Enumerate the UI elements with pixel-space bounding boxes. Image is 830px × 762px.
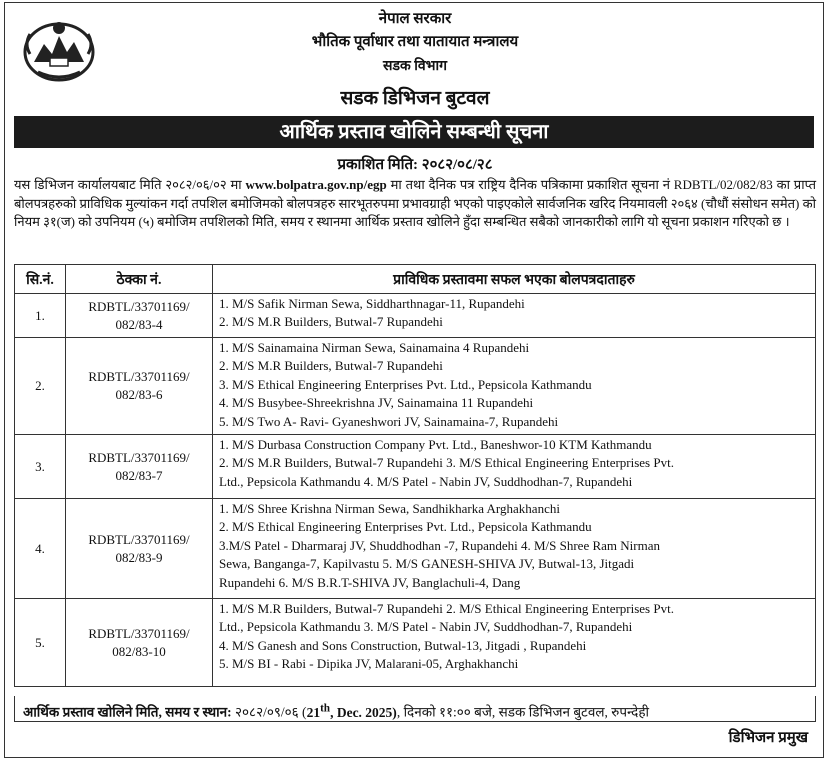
- bidder-line: Ltd., Pepsicola Kathmandu 4. M/S Patel - Nabin JV, Suddhodhan-7, Rupandehi: [219, 473, 633, 489]
- row-contract-no: [66, 499, 213, 599]
- bidder-line: 1. M/S Durbasa Construction Company Pvt. Ltd., Baneshwor-10 KTM Kathmandu: [219, 437, 652, 452]
- bidder-line: 1. M/S M.R Builders, Butwal-7 Rupandehi 2. M/S Ethical Engineering Enterprises Pvt.: [219, 601, 674, 616]
- bidder-line: 3.M/S Patel - Dharmaraj JV, Shuddhodhan -7, Rupandehi 4. M/S Shree Ram Nirman: [219, 537, 660, 553]
- bidders-table: [14, 264, 816, 687]
- table-row: [15, 435, 816, 499]
- intro-part2: मा तथा दैनिक पत्र राष्ट्रिय दैनिक पत्रिकामा प्रकाशित सूचना नं RDBTL/02/082/83 का प्राप्त बोलपत्रहरुको प्राविधिक मुल्यांकन गर्दा तपशिल बमोजिमको बोलपत्रहरु सारभूतरुपमा प्रभावग्राही भएको पाइएकोले सार्वजनिक खरिद नियमावली २०६४ (चौधौं संसोधन समेत) को नियम ३१(ज) को उपनियम (५) बमोजिम तपशिलको मिति, समय र स्थानमा आर्थिक प्रस्ताव खोलिने हुँदा सम्बन्धित सबैको जानकारीको लागि यो सूचना प्रकाशन गरिएको छ ।: [14, 177, 816, 229]
- row-serial: 5.: [15, 599, 66, 687]
- contract-line: RDBTL/33701169/: [88, 369, 190, 384]
- opening-date-en: , Dec. 2025): [330, 704, 397, 720]
- bidder-line: 3. M/S Ethical Engineering Enterprises Pvt. Ltd., Pepsicola Kathmandu: [219, 376, 592, 392]
- bidder-line: Sewa, Banganga-7, Kapilvastu 5. M/S GANESH-SHIVA JV, Butwal-13, Jitgadi: [219, 556, 635, 572]
- bidder-line: 5. M/S BI - Rabi - Dipika JV, Malarani-05, Arghakhanchi: [219, 656, 519, 672]
- header-bidders: प्राविधिक प्रस्तावमा सफल भएका बोलपत्रदाताहरु: [213, 265, 816, 294]
- table-row: [15, 338, 816, 435]
- row-serial: 2.: [15, 338, 66, 435]
- contract-line: 082/83-4: [115, 316, 163, 332]
- contract-line: RDBTL/33701169/: [88, 449, 190, 465]
- row-serial: 4.: [15, 499, 66, 599]
- bidder-line: 5. M/S Two A- Ravi- Gyaneshwori JV, Sainamaina-7, Rupandehi: [219, 413, 559, 429]
- ministry-name: भौतिक पूर्वाधार तथा यातायात मन्त्रालय: [311, 34, 519, 50]
- row-contract-no: [66, 294, 213, 338]
- opening-label: आर्थिक प्रस्ताव खोलिने मिति, समय र स्थान:: [23, 704, 232, 720]
- bidder-line: Rupandehi 6. M/S B.R.T-SHIVA JV, Banglachuli-4, Dang: [219, 574, 521, 590]
- row-bidders: [213, 499, 816, 599]
- header-serial: सि.नं.: [15, 265, 66, 294]
- row-bidders: [213, 338, 816, 435]
- opening-details: [14, 696, 816, 722]
- contract-line: 082/83-10: [112, 643, 166, 659]
- row-serial: 3.: [15, 435, 66, 499]
- published-date: प्रकाशित मिति: २०८२/०८/२८: [337, 157, 493, 173]
- opening-date-np: २०८२/०९/०६ (: [231, 704, 307, 720]
- row-bidders: [213, 294, 816, 338]
- intro-paragraph: [14, 176, 816, 232]
- opening-date-day: 21: [306, 704, 321, 720]
- opening-date-sup: th: [320, 702, 331, 714]
- bidder-line: 1. M/S Sainamaina Nirman Sewa, Sainamaina 4 Rupandehi: [219, 340, 530, 355]
- row-bidders: [213, 599, 816, 687]
- bidder-line: 2. M/S Ethical Engineering Enterprises Pvt. Ltd., Pepsicola Kathmandu: [219, 519, 592, 535]
- contract-line: 082/83-9: [115, 549, 163, 565]
- row-contract-no: [66, 435, 213, 499]
- row-bidders: [213, 435, 816, 499]
- header-contract-no: ठेक्का नं.: [66, 265, 213, 294]
- bidder-line: 1. M/S Safik Nirman Sewa, Siddharthnagar-11, Rupandehi: [219, 296, 525, 311]
- row-serial: 1.: [15, 294, 66, 338]
- contract-line: RDBTL/33701169/: [88, 298, 190, 314]
- bidder-line: 2. M/S M.R Builders, Butwal-7 Rupandehi: [219, 358, 443, 374]
- contract-line: RDBTL/33701169/: [88, 531, 190, 547]
- bidder-line: 2. M/S M.R Builders, Butwal-7 Rupandehi 3. M/S Ethical Engineering Enterprises Pvt.: [219, 455, 674, 471]
- website-link[interactable]: www.bolpatra.gov.np/egp: [245, 177, 387, 192]
- table-row: [15, 599, 816, 687]
- opening-rest: , दिनको ११:०० बजे, सडक डिभिजन बुटवल, रुपन्देही: [396, 704, 649, 720]
- division-name: सडक डिभिजन बुटवल: [340, 88, 490, 109]
- table-row: [15, 499, 816, 599]
- table-row: [15, 294, 816, 338]
- signature-title: डिभिजन प्रमुख: [728, 730, 808, 746]
- row-contract-no: [66, 338, 213, 435]
- contract-line: 082/83-6: [115, 387, 163, 402]
- bidder-line: Ltd., Pepsicola Kathmandu 3. M/S Patel - Nabin JV, Suddhodhan-7, Rupandehi: [219, 619, 633, 635]
- table-header-row: [15, 265, 816, 294]
- contract-line: RDBTL/33701169/: [88, 625, 190, 641]
- notice-title: आर्थिक प्रस्ताव खोलिने सम्बन्धी सूचना: [14, 116, 814, 148]
- department-name: सडक विभाग: [383, 59, 447, 74]
- bidder-line: 2. M/S M.R Builders, Butwal-7 Rupandehi: [219, 314, 443, 330]
- bidder-line: 1. M/S Shree Krishna Nirman Sewa, Sandhikharka Arghakhanchi: [219, 501, 560, 516]
- intro-part1: यस डिभिजन कार्यालयबाट मिति २०८२/०६/०२ मा: [14, 177, 246, 192]
- row-contract-no: [66, 599, 213, 687]
- bidder-line: 4. M/S Ganesh and Sons Construction, Butwal-13, Jitgadi , Rupandehi: [219, 637, 587, 653]
- bidder-line: 4. M/S Busybee-Shreekrishna JV, Sainamaina 11 Rupandehi: [219, 395, 534, 411]
- contract-line: 082/83-7: [115, 467, 163, 483]
- govt-name: नेपाल सरकार: [378, 11, 452, 27]
